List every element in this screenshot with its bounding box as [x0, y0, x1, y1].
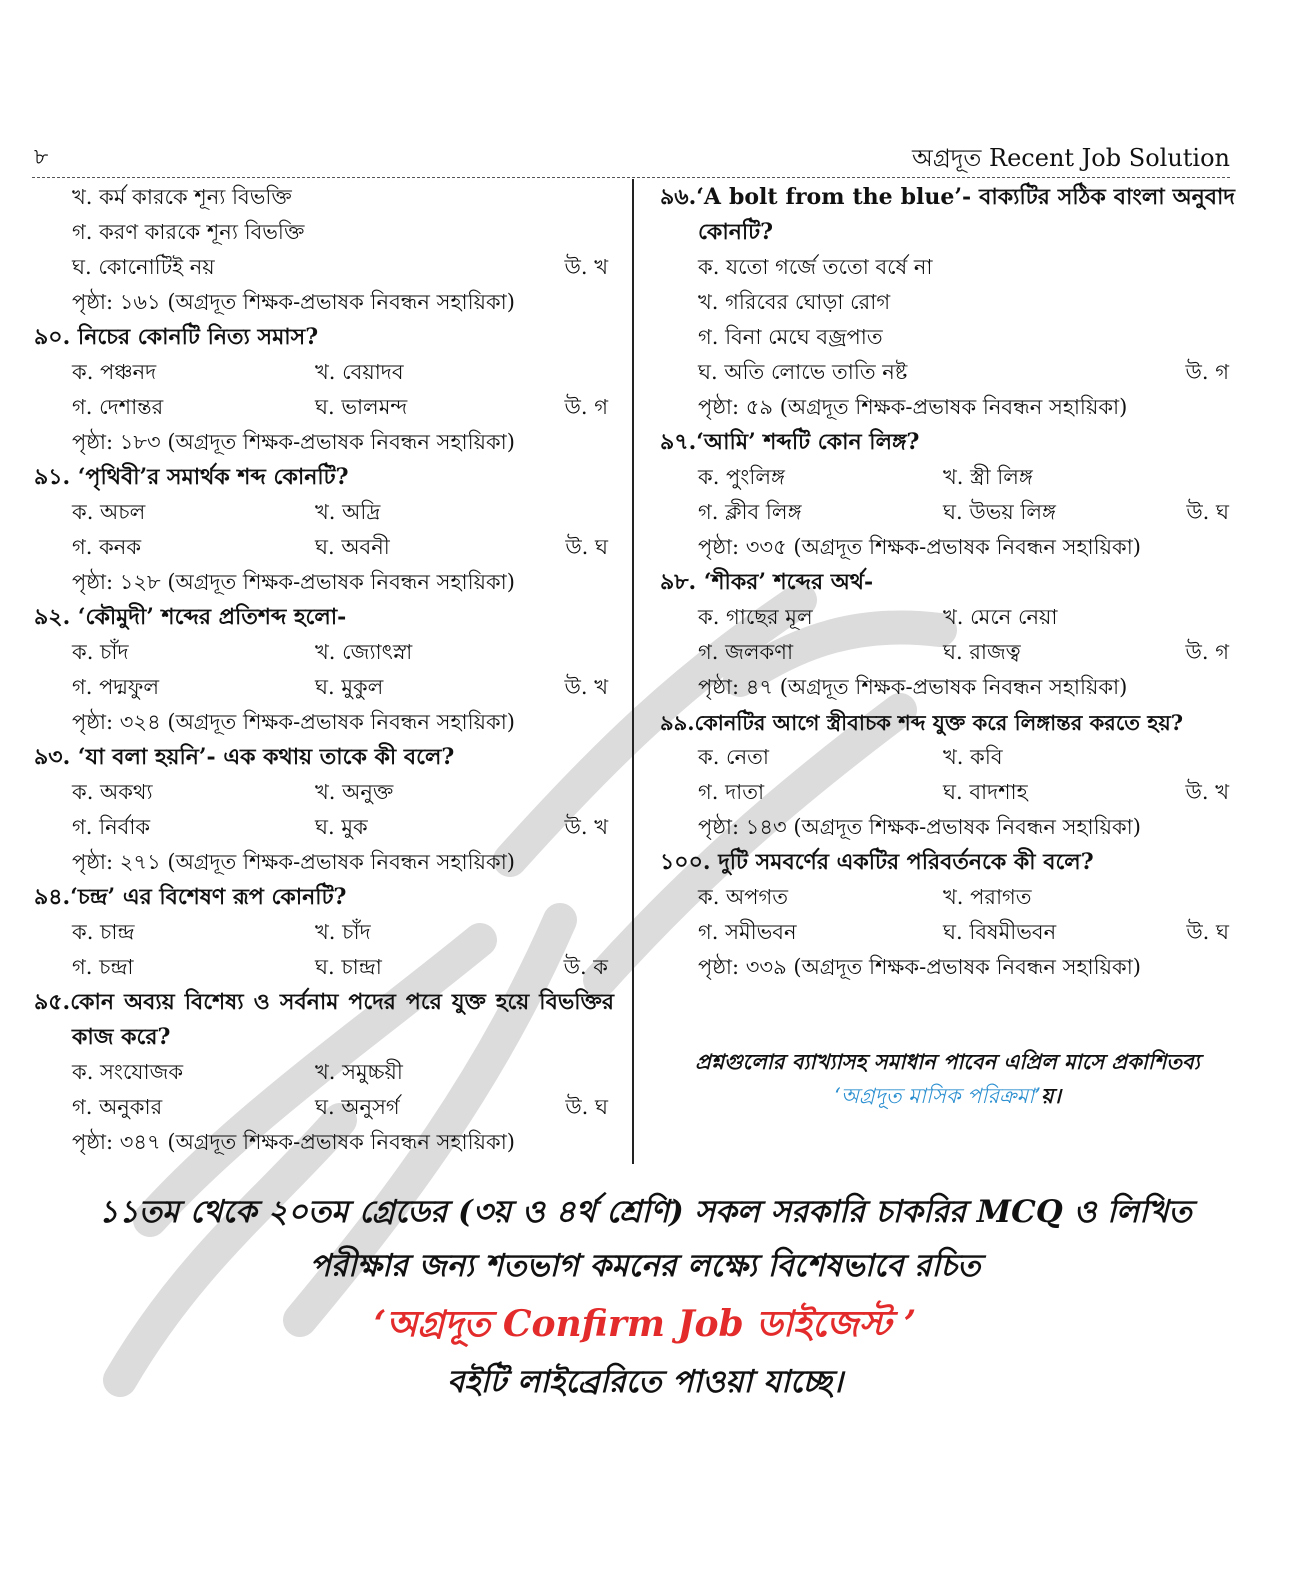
page-reference: পৃষ্ঠা: ২৭১ (অগ্রদূত শিক্ষক-প্রভাষক নিবন্ধন সহায়িকা)	[72, 850, 515, 874]
option-b: খ. জ্যোৎস্না	[315, 640, 413, 664]
option-d: ঘ. উভয় লিঙ্গ	[943, 500, 1056, 524]
options-row	[72, 1090, 614, 1125]
options-row	[698, 635, 1235, 670]
page-reference: পৃষ্ঠা: ১৪৩ (অগ্রদূত শিক্ষক-প্রভাষক নিবন্ধন সহায়িকা)	[698, 815, 1141, 839]
question-text: ৯৭.‘আমি’ শব্দটি কোন লিঙ্গ?	[660, 429, 920, 455]
option-b: খ. কর্ম কারকে শূন্য বিভক্তি	[72, 185, 292, 209]
answer-label: উ. গ	[1185, 360, 1229, 384]
options-row	[72, 915, 614, 950]
question-block-91	[34, 460, 614, 600]
option-d: ঘ. কোনোটিই নয়	[72, 255, 215, 279]
options-row	[72, 530, 614, 565]
option-a: ক. পঞ্চনদ	[72, 360, 157, 384]
answer-label: উ. ঘ	[1186, 500, 1229, 524]
option-a: ক. অচল	[72, 500, 146, 524]
option-c: গ. অনুকার	[72, 1095, 163, 1119]
option-c: গ. দেশান্তর	[72, 395, 164, 419]
option-b: খ. পরাগত	[943, 885, 1032, 909]
question-text: ৯৮. ‘শীকর’ শব্দের অর্থ-	[660, 569, 874, 595]
answer-label: উ. ঘ	[1186, 920, 1229, 944]
option-b: খ. চাঁদ	[315, 920, 371, 944]
question-text: ৯৫.কোন অব্যয় বিশেষ্য ও সর্বনাম পদের পরে যুক্ত হয়ে বিভক্তির কাজ করে?	[34, 989, 614, 1050]
option-d: ঘ. অতি লোভে তাতি নষ্ট	[698, 360, 908, 384]
solution-note	[660, 1045, 1235, 1113]
option-c: গ. করণ কারকে শূন্য বিভক্তি	[72, 220, 305, 244]
note-line: প্রশ্নগুলোর ব্যাখ্যাসহ সমাধান পাবেন এপ্রিল মাসে প্রকাশিতব্য	[695, 1049, 1200, 1074]
ad-line-1: ১১তম থেকে ২০তম গ্রেডের (৩য় ও ৪র্থ শ্রেণি) সকল সরকারি চাকরির MCQ ও লিখিত	[98, 1194, 1192, 1230]
question-text: ৯০. নিচের কোনটি নিত্য সমাস?	[34, 324, 319, 350]
page-reference: পৃষ্ঠা: ৩৪৭ (অগ্রদূত শিক্ষক-প্রভাষক নিবন্ধন সহায়িকা)	[72, 1130, 515, 1154]
options-row	[698, 740, 1235, 775]
question-block-97	[660, 425, 1235, 565]
answer-label: উ. গ	[1185, 640, 1229, 664]
option-c: গ. ক্লীব লিঙ্গ	[698, 500, 802, 524]
option-a: ক. সংযোজক	[72, 1060, 184, 1084]
option-c: গ. নির্বাক	[72, 815, 151, 839]
option-c: গ. দাতা	[698, 780, 765, 804]
column-divider	[632, 179, 634, 1164]
option-a: ক. পুংলিঙ্গ	[698, 465, 785, 489]
left-column	[34, 180, 614, 1160]
option-d: ঘ. রাজত্ব	[943, 640, 1021, 664]
question-text: ৯৬.‘A bolt from the blue’- বাক্যটির সঠিক বাংলা অনুবাদ কোনটি?	[660, 184, 1235, 245]
question-block-96	[660, 180, 1235, 425]
option-b: খ. অদ্রি	[315, 500, 381, 524]
page-reference: পৃষ্ঠা: ৩৩৯ (অগ্রদূত শিক্ষক-প্রভাষক নিবন্ধন সহায়িকা)	[698, 955, 1141, 979]
option-b: খ. মেনে নেয়া	[943, 605, 1058, 629]
options-row	[698, 460, 1235, 495]
question-block-90	[34, 320, 614, 460]
option-d: ঘ. ভালমন্দ	[315, 395, 408, 419]
header-rule	[32, 177, 1230, 178]
note-line-2	[660, 1079, 1235, 1113]
question-text: ৯৪.‘চন্দ্র’ এর বিশেষণ রূপ কোনটি?	[34, 884, 347, 910]
question-block-98	[660, 565, 1235, 705]
question-block-94	[34, 880, 614, 985]
option-d: ঘ. মুকুল	[315, 675, 384, 699]
option-b: খ. অনুক্ত	[315, 780, 394, 804]
option-line	[72, 180, 614, 215]
page-reference: পৃষ্ঠা: ৩২৪ (অগ্রদূত শিক্ষক-প্রভাষক নিবন্ধন সহায়িকা)	[72, 710, 515, 734]
options-row	[72, 670, 614, 705]
options-row	[698, 880, 1235, 915]
answer-label: উ. খ	[564, 255, 608, 279]
options-row	[72, 495, 614, 530]
option-a: ক. অকথ্য	[72, 780, 153, 804]
answer-label: উ. খ	[564, 675, 608, 699]
page-reference: পৃষ্ঠা: ১৮৩ (অগ্রদূত শিক্ষক-প্রভাষক নিবন্ধন সহায়িকা)	[72, 430, 515, 454]
option-c: গ. বিনা মেঘে বজ্রপাত	[698, 325, 883, 349]
options-row	[72, 635, 614, 670]
option-a: ক. গাছের মূল	[698, 605, 813, 629]
options-row	[698, 600, 1235, 635]
option-b: খ. বেয়াদব	[315, 360, 404, 384]
options-row	[698, 775, 1235, 810]
option-line	[698, 320, 1235, 355]
answer-label: উ. ঘ	[565, 1095, 608, 1119]
question-text: ৯১. ‘পৃথিবী’র সমার্থক শব্দ কোনটি?	[34, 464, 349, 490]
options-row	[698, 915, 1235, 950]
question-text: ৯২. ‘কৌমুদী’ শব্দের প্রতিশব্দ হলো-	[34, 604, 347, 630]
option-b: খ. সমুচ্চয়ী	[315, 1060, 403, 1084]
options-row	[698, 495, 1235, 530]
running-header: অগ্রদূত Recent Job Solution	[912, 144, 1230, 172]
answer-label: উ. খ	[1185, 780, 1229, 804]
question-block-100	[660, 845, 1235, 985]
option-line	[72, 215, 614, 250]
question-block-93	[34, 740, 614, 880]
option-a: ক. নেতা	[698, 745, 769, 769]
option-c: গ. পদ্মফুল	[72, 675, 160, 699]
option-c: গ. জলকণা	[698, 640, 794, 664]
magazine-name: ‘অগ্রদূত মাসিক পরিক্রমা’	[834, 1084, 1041, 1108]
page-reference: পৃষ্ঠা: ১৬১ (অগ্রদূত শিক্ষক-প্রভাষক নিবন্ধন সহায়িকা)	[72, 290, 515, 314]
option-b: খ. কবি	[943, 745, 1003, 769]
option-d: ঘ. বাদশাহ	[943, 780, 1028, 804]
option-d: ঘ. অবনী	[315, 535, 390, 559]
question-text: ১০০. দুটি সমবর্ণের একটির পরিবর্তনকে কী বলে?	[660, 849, 1094, 875]
option-a: ক. অপগত	[698, 885, 789, 909]
page-reference: পৃষ্ঠা: ৫৯ (অগ্রদূত শিক্ষক-প্রভাষক নিবন্ধন সহায়িকা)	[698, 395, 1128, 419]
ad-book-title: ‘অগ্রদূত Confirm Job ডাইজেস্ট ’	[373, 1303, 917, 1345]
question-block-99	[660, 705, 1235, 845]
question-block-92	[34, 600, 614, 740]
option-a: ক. চাঁদ	[72, 640, 129, 664]
option-d: ঘ. অনুসর্গ	[315, 1095, 400, 1119]
question-text: ৯৩. ‘যা বলা হয়নি’- এক কথায় তাকে কী বলে?	[34, 744, 455, 770]
ad-line-2: পরীক্ষার জন্য শতভাগ কমনের লক্ষ্যে বিশেষভাবে রচিত	[309, 1248, 981, 1284]
option-b: খ. স্ত্রী লিঙ্গ	[943, 465, 1033, 489]
book-advertisement	[60, 1185, 1230, 1409]
option-d: ঘ. মুক	[315, 815, 368, 839]
option-d: ঘ. বিষমীভবন	[943, 920, 1057, 944]
option-d: ঘ. চান্দ্রা	[315, 955, 382, 979]
options-row	[72, 950, 614, 985]
answer-label: উ. গ	[564, 395, 608, 419]
options-row	[72, 775, 614, 810]
ad-line-4: বইটি লাইব্রেরিতে পাওয়া যাচ্ছে।	[447, 1364, 843, 1400]
option-b: খ. গরিবের ঘোড়া রোগ	[698, 290, 891, 314]
note-tail: য়।	[1040, 1083, 1061, 1108]
option-a: ক. চান্দ্র	[72, 920, 135, 944]
option-line	[698, 355, 1235, 390]
answer-label: উ. ঘ	[565, 535, 608, 559]
option-c: গ. সমীভবন	[698, 920, 797, 944]
right-column	[660, 180, 1235, 985]
option-line	[72, 250, 614, 285]
option-c: গ. চন্দ্রা	[72, 955, 134, 979]
question-block-95	[34, 985, 614, 1160]
page-reference: পৃষ্ঠা: ১২৮ (অগ্রদূত শিক্ষক-প্রভাষক নিবন্ধন সহায়িকা)	[72, 570, 515, 594]
options-row	[72, 355, 614, 390]
option-c: গ. কনক	[72, 535, 142, 559]
option-a: ক. যতো গর্জে ততো বর্ষে না	[698, 255, 933, 279]
options-row	[72, 1055, 614, 1090]
page-reference: পৃষ্ঠা: ৪৭ (অগ্রদূত শিক্ষক-প্রভাষক নিবন্ধন সহায়িকা)	[698, 675, 1128, 699]
options-row	[72, 810, 614, 845]
option-line	[698, 250, 1235, 285]
options-row	[72, 390, 614, 425]
answer-label: উ. খ	[564, 815, 608, 839]
question-text: ৯৯.কোনটির আগে স্ত্রীবাচক শব্দ যুক্ত করে লিঙ্গান্তর করতে হয়?	[660, 710, 1184, 735]
page-number: ৮	[34, 145, 49, 170]
answer-label: উ. ক	[563, 955, 608, 979]
option-line	[698, 285, 1235, 320]
page-reference: পৃষ্ঠা: ৩৩৫ (অগ্রদূত শিক্ষক-প্রভাষক নিবন্ধন সহায়িকা)	[698, 535, 1141, 559]
